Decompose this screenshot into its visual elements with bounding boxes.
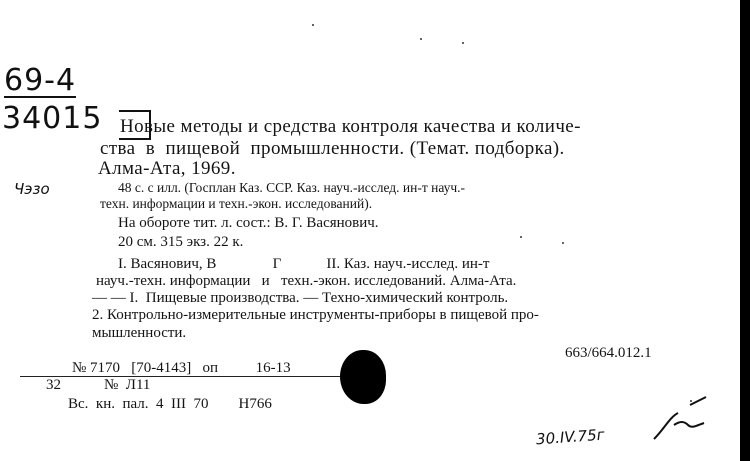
tracing-line3: — — I. Пищевые производства. — Техно-химический контроль. — [92, 290, 509, 306]
udc-classification: 663/664.012.1 — [565, 345, 652, 361]
registration-line: № 7170 [70-4143] оп 16-13 — [72, 360, 291, 376]
paper-speck — [520, 236, 522, 238]
publisher-line: Вс. кн. пал. 4 III 70 Н766 — [68, 396, 272, 412]
tracing-line1: I. Васянович, В Г II. Каз. науч.-исслед. ин-т — [118, 256, 490, 272]
handwritten-date: 30.IV.75г — [535, 425, 606, 449]
paper-speck — [690, 400, 692, 402]
paper-speck — [420, 38, 422, 40]
tracing-line4: 2. Контрольно-измерительные инструменты-приборы в пищевой про- — [92, 307, 539, 323]
ink-blot — [340, 350, 386, 404]
paper-speck — [562, 242, 564, 244]
title-line1: Новые методы и средства контроля качества и количе- — [120, 116, 581, 137]
handwritten-mark: Чэзо — [14, 180, 50, 198]
collation-line2: техн. информации и техн.-экон. исследований). — [100, 196, 373, 211]
collation-line1: 48 с. с илл. (Госплан Каз. ССР. Каз. науч.-исслед. ин-т науч.- — [118, 180, 466, 195]
tracing-line5: мышленности. — [92, 325, 187, 341]
card-number-left: 32 — [46, 377, 61, 393]
paper-speck — [312, 24, 314, 26]
size-copies-price: 20 см. 315 экз. 22 к. — [118, 234, 244, 250]
title-line3: Алма-Ата, 1969. — [98, 158, 236, 179]
scan-edge — [740, 0, 750, 461]
card-number-right: № Л11 — [104, 377, 151, 393]
paper-speck — [462, 42, 464, 44]
shelfmark-line2: 34015 — [2, 101, 103, 136]
signature-flourish — [650, 395, 710, 445]
shelfmark-line1: 69-4 — [4, 63, 77, 98]
tracing-line2: науч.-техн. информации и техн.-экон. исследований. Алма-Ата. — [96, 273, 517, 289]
title-line2: ства в пищевой промышленности. (Темат. подборка). — [100, 138, 565, 159]
verso-note: На обороте тит. л. сост.: В. Г. Васянович. — [118, 215, 379, 231]
